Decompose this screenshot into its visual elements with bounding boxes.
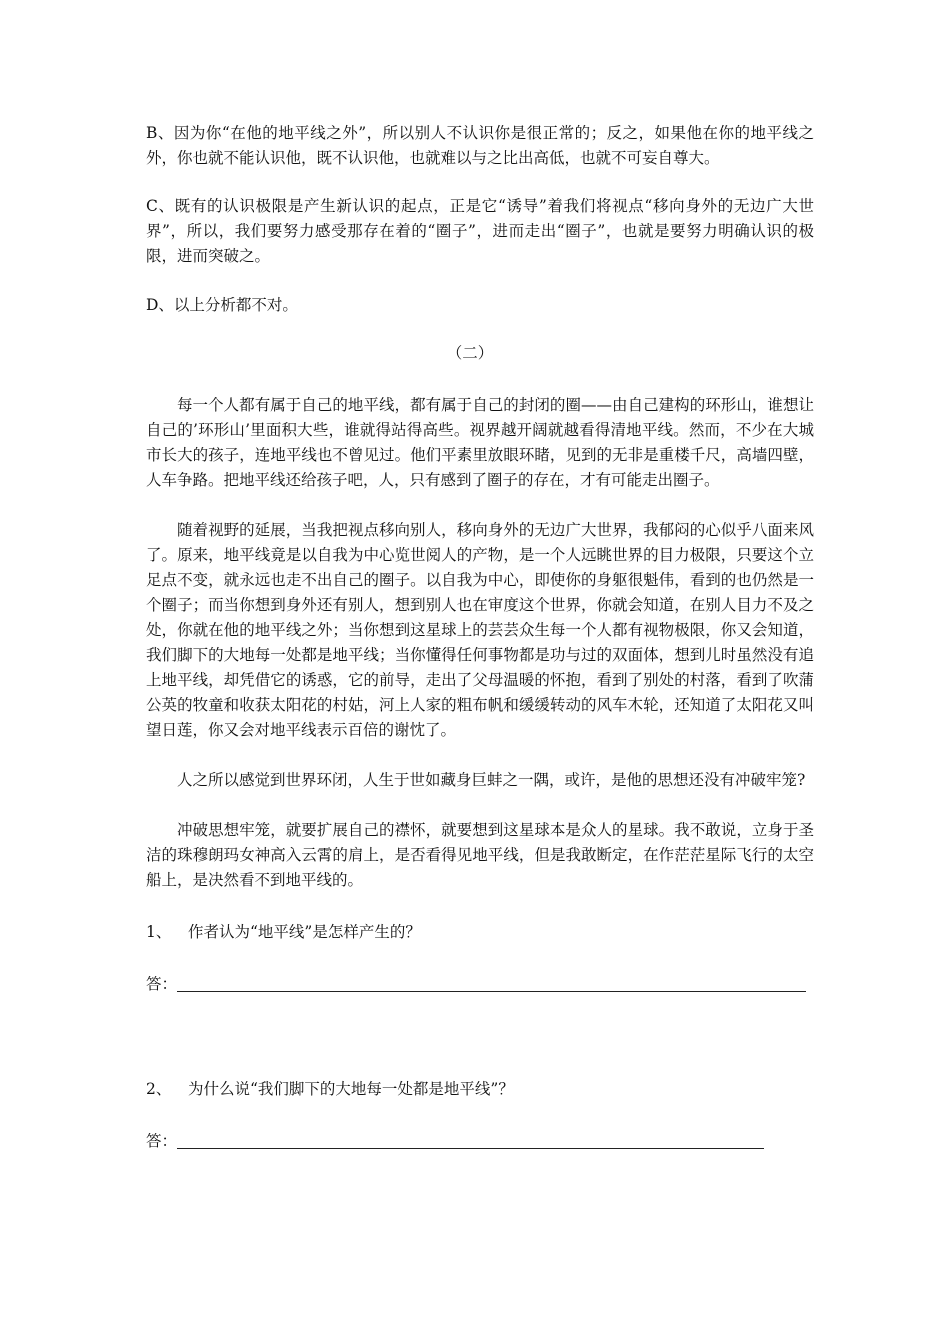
passage-paragraph-3: 人之所以感觉到世界环闭，人生于世如藏身巨蚌之一隅，或许，是他的思想还没有冲破牢笼?	[177, 771, 806, 789]
question-2-text: 为什么说“我们脚下的大地每一处都是地平线”？	[188, 1080, 514, 1098]
option-c: C、既有的认识极限是产生新认识的起点，正是它“诱导”着我们将视点“移向身外的无边广大世界”，所以，我们要努力感受那存在着的“圈子”，进而走出“圈子”，也就是要努力明确认识的极限，进而突破之。	[146, 197, 814, 265]
answer-1-row	[146, 972, 814, 997]
question-1	[146, 920, 814, 997]
answer-1-label: 答：	[146, 975, 178, 993]
option-d: D、以上分析都不对。	[146, 296, 298, 314]
passage-paragraph-1: 每一个人都有属于自己的地平线，都有属于自己的封闭的圈——由自己建构的环形山，谁想让自己的’环形山’里面积大些，谁就得站得高些。视界越开阔就越看得清地平线。然而，不少在大城市长大的孩子，连地平线也不曾见过。他们平素里放眼环睹，见到的无非是重楼千尺，高墙四壁，人车争路。把地平线还给孩子吧，人，只有感到了圈子的存在，才有可能走出圈子。	[146, 396, 814, 489]
question-1-text: 作者认为“地平线”是怎样产生的？	[188, 923, 421, 941]
options-list	[146, 121, 814, 318]
spacer	[146, 997, 814, 1077]
question-2-number: 2、	[146, 1080, 172, 1098]
answer-1-line[interactable]	[177, 977, 806, 992]
passage-paragraph-4: 冲破思想牢笼，就要扩展自己的襟怀，就要想到这星球本是众人的星球。我不敢说，立身于圣洁的珠穆朗玛女神高入云霄的肩上，是否看得见地平线，但是我敢断定，在作茫茫星际飞行的太空船上，是决然看不到地平线的。	[146, 821, 814, 889]
question-1-number: 1、	[146, 923, 172, 941]
answer-2-row	[146, 1129, 814, 1154]
option-b: B、因为你“在他的地平线之外”，所以别人不认识你是很正常的；反之，如果他在你的地平线之外，你也就不能认识他，既不认识他，也就难以与之比出高低，也就不可妄自尊大。	[146, 124, 814, 167]
passage	[146, 393, 814, 893]
answer-2-label: 答：	[146, 1132, 178, 1150]
document-page	[146, 121, 814, 1154]
question-2	[146, 1077, 814, 1154]
section-title: （二）	[446, 344, 494, 362]
passage-paragraph-2: 随着视野的延展，当我把视点移向别人，移向身外的无边广大世界，我郁闷的心似乎八面来风了。原来，地平线竟是以自我为中心览世阅人的产物，是一个人远眺世界的目力极限，只要这个立足点不变，就永远也走不出自己的圈子。以自我为中心，即使你的身躯很魁伟，看到的也仍然是一个圈子；而当你想到身外还有别人，想到别人也在审度这个世界，你就会知道，在别人目力不及之处，你就在他的地平线之外；当你想到这星球上的芸芸众生每一个人都有视物极限，你又会知道，我们脚下的大地每一处都是地平线；当你懂得任何事物都是功与过的双面体，想到儿时虽然没有追上地平线，却凭借它的诱惑，它的前导，走出了父母温暖的怀抱，看到了别处的村落，看到了吹蒲公英的牧童和收获太阳花的村姑，河上人家的粗布帆和缓缓转动的风车木轮，还知道了太阳花又叫望日莲，你又会对地平线表示百倍的谢忱了。	[146, 521, 814, 739]
answer-2-line[interactable]	[177, 1134, 764, 1149]
